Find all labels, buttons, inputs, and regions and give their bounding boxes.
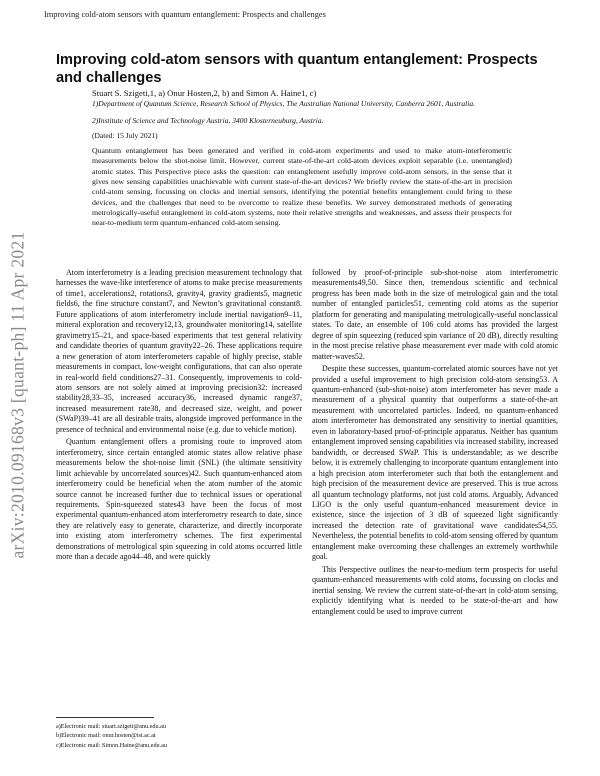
- footnote-email-hosten: b)Electronic mail: onur.hosten@ist.ac.at: [56, 732, 156, 740]
- affiliation-1: 1)Department of Quantum Science, Research School of Physics, The Australian National University, Canberra 2601, Australia.: [92, 99, 475, 108]
- body-paragraph: Quantum entanglement offers a promising route to improved atom interferometry, since certain entangled atomic states allow relative phase measurements below the shot-noise limit (SNL) (the ultimate sensitivity limit achievable by uncorrelated sources)42. Such quantum-enhanced atom interferometry could be beneficial when the atom number of the atomic source cannot be increased further due to technical issues or operational requirements. Spin-squeezed states43 have been the focus of most experimental quantum-enhanced atom interferometry research to date, since they are relatively easy to generate, characterize, and directly incorporate into existing atom interferometry schemes. The first experimental demonstrations of metrological spin squeezing in cold atoms occurred little more than a decade ago44–48, and were quickly: [56, 437, 302, 562]
- footnote-email-szigeti: a)Electronic mail: stuart.szigeti@anu.edu.au: [56, 723, 166, 730]
- author-list: Stuart S. Szigeti,1, a) Onur Hosten,2, b) and Simon A. Haine1, c): [92, 88, 317, 98]
- footnotes: [56, 722, 167, 750]
- body-column-left: [56, 268, 302, 565]
- running-header: Improving cold-atom sensors with quantum entanglement: Prospects and challenges: [44, 10, 326, 19]
- body-paragraph: Despite these successes, quantum-correlated atomic sources have not yet provided a useful improvement to high precision cold-atom sensing53. A quantum-enhanced (sub-shot-noise) atom interferometer has never made a measurement of a physical quantity that outperforms a state-of-the-art measurement with uncorrelated particles. Indeed, no quantum-enhanced atom interferometer has demonstrated any sensitivity to inertial quantities, even in laboratory-based proof-of-principle apparatus. Neither has quantum entanglement improved sensing capabilities via increased stability, increased bandwidth, or decreased SWaP. This is understandable; as we describe below, it is extremely challenging to incorporate quantum entanglement into a high precision atom interferometer such that both the entanglement and high precision of the measurement device are preserved. This is true across all quantum technology platforms, not just cold atoms. Arguably, Advanced LIGO is the only useful quantum-enhanced measurement device in existence, since the injection of 3 dB of squeezed light significantly increased the detection rate of gravitational wave candidates54,55. Nevertheless, the potential benefits to cold-atom sensing offered by quantum entanglement make overcoming these challenges an extremely worthwhile goal.: [312, 364, 559, 562]
- body-paragraph: Atom interferometry is a leading precision measurement technology that harnesses the wave-like interference of atoms to make precise measurements of time1, accelerations2, rotations3, gravity4, gravity gradients5, magnetic fields6, the fine structure constant7, and Newton’s gravitational constant8. Future applications of atom interferometry include inertial navigation9–11, mineral exploration and recovery12,13, groundwater monitoring14, satellite gravimetry15–21, and space-based experiments that test general relativity and candidate theories of quantum gravity22–26. These applications require a new generation of atom interferometers capable of highly precise, stable measurements in compact, low-weight configurations, that can also operate in real-world field conditions27–31. Consequently, improvements to cold-atom sensors are not solely aimed at improving precision32: increased stability28,33–35, increased accuracy36, increased dynamic range37, increased measurement rate38, and decreased size, weight, and power (SWaP)39–41 are all desirable traits, alongside improved performance in the presence of technical and environmental noise (e.g. due to vehicle motion).: [56, 268, 302, 434]
- affiliation-2: 2)Institute of Science and Technology Austria, 3400 Klosterneuburg, Austria.: [92, 116, 324, 125]
- dated-line: (Dated: 15 July 2021): [92, 131, 158, 140]
- body-column-right: [312, 268, 558, 619]
- paper-title: Improving cold-atom sensors with quantum entanglement: Prospects and challenges: [56, 52, 538, 86]
- body-paragraph: followed by proof-of-principle sub-shot-noise atom interferometric measurements49,50. Since then, tremendous scientific and technical progress has been made both in the size of metrological gain and the total number of entangled particles51, cementing cold atoms as the superior platform for generating and manipulating metrologically-useful nonclassical states. To date, an ensemble of 106 cold atoms has provided the largest degree of spin squeezing (reduced spin variance of 20 dB), directly resulting in the most precise relative phase measurement ever made with cold atomic matter-waves52.: [312, 268, 558, 361]
- abstract: Quantum entanglement has been generated and verified in cold-atom experiments and used to make atom-interferometric measurements below the shot-noise limit. However, current state-of-the-art cold-atom devices exploit separable (i.e. unentangled) atomic states. This Perspective piece asks the question: can entanglement usefully improve cold-atom sensors, in the sense that it gives new sensing capabilities unachievable with current state-of-the-art devices? We briefly review the state-of-the-art in precision cold-atom sensing, focussing on clocks and inertial sensors, identifying the potential benefits entanglement could bring to these devices, and the challenges that need to be overcome to realize these benefits. We survey demonstrated methods of generating metrologically-useful entanglement in cold-atom systems, note their relative strengths and weaknesses, and assess their prospects for near-to-medium term quantum-enhanced cold-atom sensing.: [92, 146, 512, 228]
- body-paragraph: This Perspective outlines the near-to-medium term prospects for useful quantum-enhanced measurements with cold atoms, focussing on clocks and inertial sensing. We review the current state-of-the-art in cold-atom sensing, explicitly identifying what is needed to be state-of-the-art and how entanglement could be used to improve current: [312, 564, 558, 616]
- footnote-divider: [56, 717, 154, 718]
- arxiv-identifier-text: arXiv:2010.09168v3 [quant-ph] 11 Apr 2021: [7, 231, 28, 559]
- footnote-email-haine: c)Electronic mail: Simon.Haine@anu.edu.au: [56, 741, 168, 749]
